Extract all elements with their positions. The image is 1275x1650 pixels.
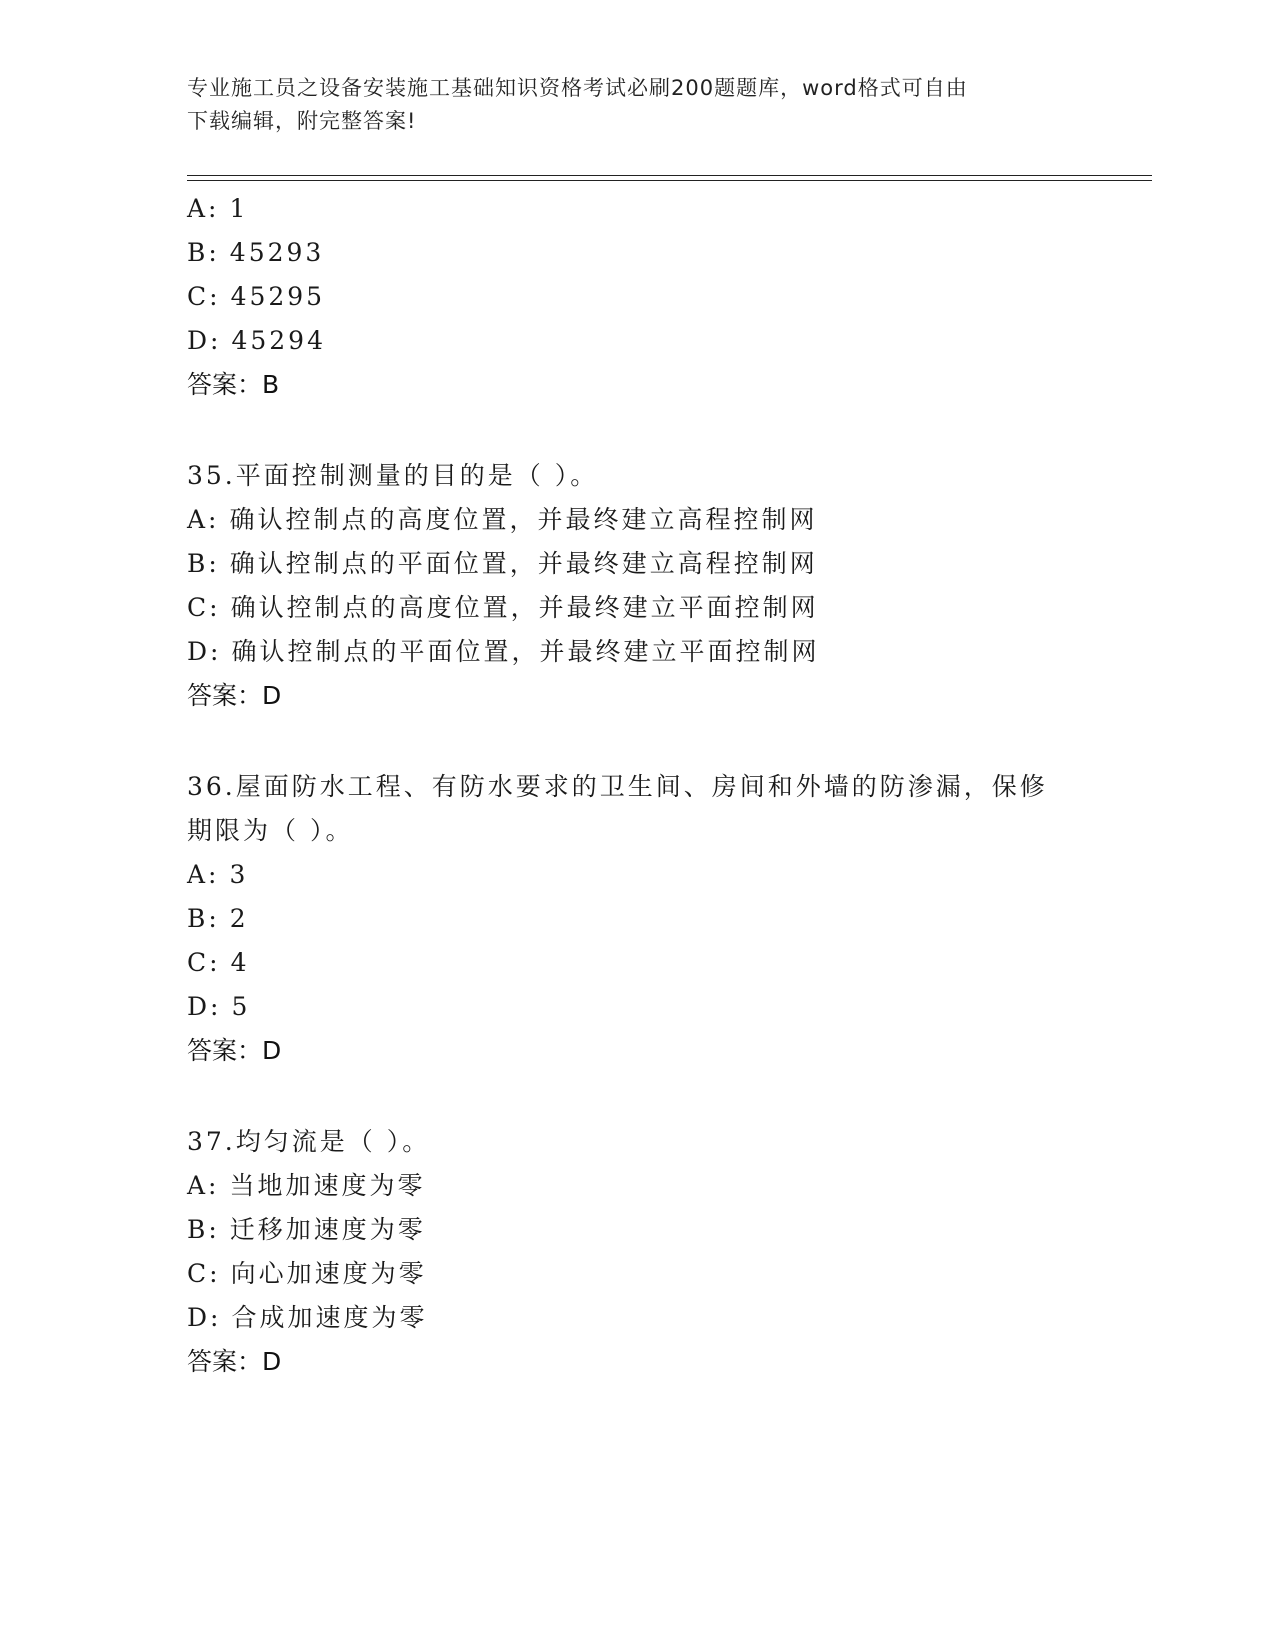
q35-option-a xyxy=(187,505,818,535)
option-text: 3 xyxy=(229,860,249,889)
option-key: C: xyxy=(187,948,221,977)
q34-option-d xyxy=(187,326,326,356)
option-text: 确认控制点的高度位置，并最终建立高程控制网 xyxy=(229,505,818,534)
option-key: A: xyxy=(187,1171,220,1200)
option-text: 当地加速度为零 xyxy=(229,1171,426,1200)
option-text: 45294 xyxy=(231,326,326,355)
q37-option-b xyxy=(187,1215,426,1245)
option-key: A: xyxy=(187,860,220,889)
option-key: D: xyxy=(187,326,222,355)
option-key: D: xyxy=(187,637,222,666)
q36-stem-line-1: 36.屋面防水工程、有防水要求的卫生间、房间和外墙的防渗漏，保修 xyxy=(187,772,1048,801)
option-text: 5 xyxy=(231,992,251,1021)
q37-answer: 答案：D xyxy=(187,1347,282,1376)
option-text: 确认控制点的平面位置，并最终建立高程控制网 xyxy=(229,549,818,578)
q36-answer: 答案：D xyxy=(187,1036,282,1065)
option-key: D: xyxy=(187,1303,222,1332)
q34-option-a xyxy=(187,194,248,224)
option-text: 合成加速度为零 xyxy=(231,1303,428,1332)
q36-option-b xyxy=(187,904,249,934)
q35-stem: 35.平面控制测量的目的是（ ）。 xyxy=(187,461,599,490)
q36-option-c xyxy=(187,948,249,978)
option-key: B: xyxy=(187,1215,220,1244)
option-text: 确认控制点的平面位置，并最终建立平面控制网 xyxy=(231,637,820,666)
q37-option-c xyxy=(187,1259,427,1289)
option-text: 2 xyxy=(229,904,249,933)
q35-option-b xyxy=(187,549,818,579)
option-text: 确认控制点的高度位置，并最终建立平面控制网 xyxy=(230,593,819,622)
q35-option-d xyxy=(187,637,819,667)
option-text: 4 xyxy=(230,948,250,977)
q35-answer: 答案：D xyxy=(187,681,282,710)
q36-stem-line-2: 期限为（ ）。 xyxy=(187,816,354,845)
header-line-2: 下载编辑，附完整答案! xyxy=(187,109,417,133)
q37-option-d xyxy=(187,1303,427,1333)
option-text: 45295 xyxy=(230,282,326,311)
option-text: 1 xyxy=(229,194,249,223)
header-line-1: 专业施工员之设备安装施工基础知识资格考试必刷200题题库，word格式可自由 xyxy=(187,76,968,100)
option-key: A: xyxy=(187,505,220,534)
option-text: 迁移加速度为零 xyxy=(229,1215,426,1244)
option-key: C: xyxy=(187,282,221,311)
option-key: A: xyxy=(187,194,220,223)
option-key: B: xyxy=(187,238,220,267)
q34-option-b xyxy=(187,238,324,268)
q37-stem: 37.均匀流是（ ）。 xyxy=(187,1127,431,1156)
option-key: C: xyxy=(187,1259,221,1288)
q35-option-c xyxy=(187,593,819,623)
q34-answer: 答案：B xyxy=(187,370,280,399)
option-text: 向心加速度为零 xyxy=(230,1259,427,1288)
q36-option-a xyxy=(187,860,248,890)
option-text: 45293 xyxy=(229,238,325,267)
option-key: B: xyxy=(187,549,220,578)
q37-option-a xyxy=(187,1171,426,1201)
header-divider-top xyxy=(187,175,1152,176)
option-key: D: xyxy=(187,992,222,1021)
q36-option-d xyxy=(187,992,250,1022)
q34-option-c xyxy=(187,282,325,312)
header-divider-bottom xyxy=(187,180,1152,181)
document-header xyxy=(187,72,1067,138)
option-key: B: xyxy=(187,904,220,933)
option-key: C: xyxy=(187,593,221,622)
